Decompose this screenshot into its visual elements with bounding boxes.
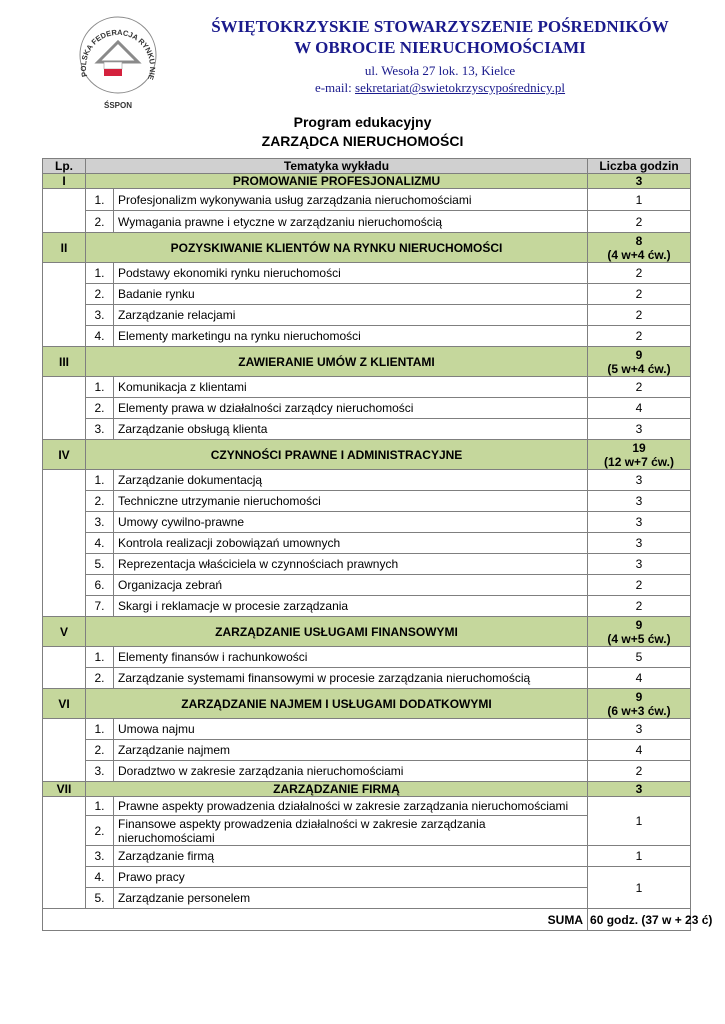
table-row: 4. Kontrola realizacji zobowiązań umownych 3 bbox=[43, 533, 691, 554]
table-row: 6. Organizacja zebrań 2 bbox=[43, 575, 691, 596]
table-row: 2. Elementy prawa w działalności zarządcy nieruchomości 4 bbox=[43, 398, 691, 419]
section-row: VII ZARZĄDZANIE FIRMĄ 3 bbox=[43, 782, 691, 797]
table-row: 1. Podstawy ekonomiki rynku nieruchomości 2 bbox=[43, 263, 691, 284]
section-row: IV CZYNNOŚCI PRAWNE I ADMINISTRACYJNE 19 (12 w+7 ćw.) bbox=[43, 440, 691, 470]
section-row: VI ZARZĄDZANIE NAJMEM I USŁUGAMI DODATKOWYMI 9 (6 w+3 ćw.) bbox=[43, 689, 691, 719]
table-row: 2. Wymagania prawne i etyczne w zarządzaniu nieruchomością 2 bbox=[43, 211, 691, 233]
table-row: 3. Zarządzanie relacjami 2 bbox=[43, 305, 691, 326]
logo-caption: ŚSPON bbox=[103, 101, 133, 110]
section-row: V ZARZĄDZANIE USŁUGAMI FINANSOWYMI 9 (4 w+5 ćw.) bbox=[43, 617, 691, 647]
curriculum-table bbox=[42, 158, 713, 931]
table-row: 2. Techniczne utrzymanie nieruchomości 3 bbox=[43, 491, 691, 512]
section-row: III ZAWIERANIE UMÓW Z KLIENTAMI 9 (5 w+4 ćw.) bbox=[43, 347, 691, 377]
org-name-line1: ŚWIĘTOKRZYSKIE STOWARZYSZENIE POŚREDNIKÓW bbox=[211, 17, 669, 36]
table-row: 1. Komunikacja z klientami 2 bbox=[43, 377, 691, 398]
table-row: 1. Elementy finansów i rachunkowości 5 bbox=[43, 647, 691, 668]
table-row: 5. Reprezentacja właściciela w czynnościach prawnych 3 bbox=[43, 554, 691, 575]
section-row: II POZYSKIWANIE KLIENTÓW NA RYNKU NIERUCHOMOŚCI 8 (4 w+4 ćw.) bbox=[43, 233, 691, 263]
table-header-row bbox=[43, 159, 691, 174]
table-row: 5. Zarządzanie personelem bbox=[43, 888, 691, 909]
organization-header bbox=[190, 16, 690, 96]
table-row: 3. Doradztwo w zakresie zarządzania nieruchomościami 2 bbox=[43, 761, 691, 782]
table-row: 2. Finansowe aspekty prowadzenia działalności w zakresie zarządzania nieruchomościami bbox=[43, 816, 691, 846]
sum-row bbox=[43, 909, 691, 931]
table-row: 3. Zarządzanie obsługą klienta 3 bbox=[43, 419, 691, 440]
section-row: I PROMOWANIE PROFESJONALIZMU 3 bbox=[43, 174, 691, 189]
org-name-line2: W OBROCIE NIERUCHOMOŚCIAMI bbox=[294, 38, 586, 57]
table-row: 1. Umowa najmu 3 bbox=[43, 719, 691, 740]
table-row: 7. Skargi i reklamacje w procesie zarządzania 2 bbox=[43, 596, 691, 617]
sum-value: 60 godz. (37 w + 23 ć) bbox=[588, 909, 691, 931]
table-row: 4. Prawo pracy 1 bbox=[43, 867, 691, 888]
org-email-line: e-mail: sekretariat@swietokrzyscypośrednicy.pl bbox=[314, 80, 566, 95]
table-row: 1. Zarządzanie dokumentacją 3 bbox=[43, 470, 691, 491]
table-row: 2. Zarządzanie najmem 4 bbox=[43, 740, 691, 761]
col-hours-header: Liczba godzin bbox=[588, 159, 691, 174]
table-row: 1. Profesjonalizm wykonywania usług zarządzania nieruchomościami 1 bbox=[43, 189, 691, 211]
org-address: ul. Wesoła 27 lok. 13, Kielce bbox=[364, 63, 516, 78]
svg-text:POLSKA FEDERACJA RYNKU NIERUCH: POLSKA FEDERACJA RYNKU NIE bbox=[78, 27, 158, 82]
table-row: 4. Elementy marketingu na rynku nieruchomości 2 bbox=[43, 326, 691, 347]
program-title: Program edukacyjny bbox=[293, 114, 432, 130]
sspon-logo bbox=[68, 10, 168, 114]
table-row: 1. Prawne aspekty prowadzenia działalności w zakresie zarządzania nieruchomościami 1 bbox=[43, 797, 691, 816]
col-lp-header: Lp. bbox=[43, 159, 86, 174]
email-link[interactable]: sekretariat@swietokrzyscypośrednicy.pl bbox=[355, 80, 566, 95]
table-row: 2. Badanie rynku 2 bbox=[43, 284, 691, 305]
program-subtitle: ZARZĄDCA NIERUCHOMOŚCI bbox=[261, 133, 464, 149]
table-row: 2. Zarządzanie systemami finansowymi w procesie zarządzania nieruchomością 4 bbox=[43, 668, 691, 689]
table-row: 3. Zarządzanie firmą 1 bbox=[43, 846, 691, 867]
sum-label: SUMA bbox=[43, 909, 588, 931]
col-topic-header: Tematyka wykładu bbox=[86, 159, 588, 174]
table-row: 3. Umowy cywilno-prawne 3 bbox=[43, 512, 691, 533]
